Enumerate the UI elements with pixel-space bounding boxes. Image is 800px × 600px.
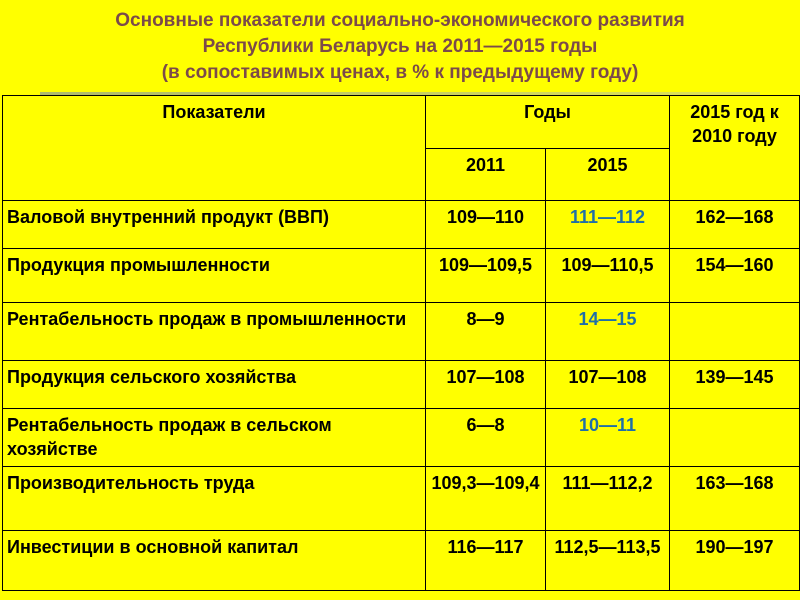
value-ratio [670, 409, 800, 467]
indicators-table [2, 95, 800, 591]
row-label: Рентабельность продаж в сельском хозяйстве [3, 409, 426, 467]
title-line-3: (в сопоставимых ценах, в % к предыдущему году) [161, 62, 639, 83]
value-2011: 109,3—109,4 [426, 467, 546, 531]
header-ratio: 2015 год к 2010 году [670, 96, 800, 201]
row-label: Продукция промышленности [3, 249, 426, 303]
value-2015: 14—15 [546, 303, 670, 361]
value-2015: 112,5—113,5 [546, 531, 670, 591]
value-ratio: 162—168 [670, 201, 800, 249]
row-label: Рентабельность продаж в промышленности [3, 303, 426, 361]
table-row [3, 531, 800, 591]
row-label: Валовой внутренний продукт (ВВП) [3, 201, 426, 249]
value-2015: 111—112 [546, 201, 670, 249]
table-row [3, 467, 800, 531]
header-year-2015: 2015 [546, 149, 670, 201]
header-year-2011: 2011 [426, 149, 546, 201]
value-ratio: 139—145 [670, 361, 800, 409]
table-header-row [3, 96, 800, 149]
value-2015: 107—108 [546, 361, 670, 409]
table-row [3, 361, 800, 409]
value-2015: 111—112,2 [546, 467, 670, 531]
row-label: Продукция сельского хозяйства [3, 361, 426, 409]
row-label: Инвестиции в основной капитал [3, 531, 426, 591]
value-2011: 116—117 [426, 531, 546, 591]
header-indicators: Показатели [3, 96, 426, 201]
title-line-1: Основные показатели социально-экономического развития [115, 10, 685, 31]
value-2011: 8—9 [426, 303, 546, 361]
table-row [3, 303, 800, 361]
value-2011: 6—8 [426, 409, 546, 467]
title-line-2: Республики Беларусь на 2011—2015 годы [202, 36, 598, 57]
value-2015: 10—11 [546, 409, 670, 467]
header-years: Годы [426, 96, 670, 149]
value-2011: 109—110 [426, 201, 546, 249]
value-2015: 109—110,5 [546, 249, 670, 303]
value-ratio: 154—160 [670, 249, 800, 303]
table-row [3, 201, 800, 249]
table-row [3, 249, 800, 303]
table-row [3, 409, 800, 467]
value-2011: 109—109,5 [426, 249, 546, 303]
value-ratio: 163—168 [670, 467, 800, 531]
value-ratio: 190—197 [670, 531, 800, 591]
row-label: Производительность труда [3, 467, 426, 531]
value-ratio [670, 303, 800, 361]
value-2011: 107—108 [426, 361, 546, 409]
page-title [0, 8, 800, 86]
